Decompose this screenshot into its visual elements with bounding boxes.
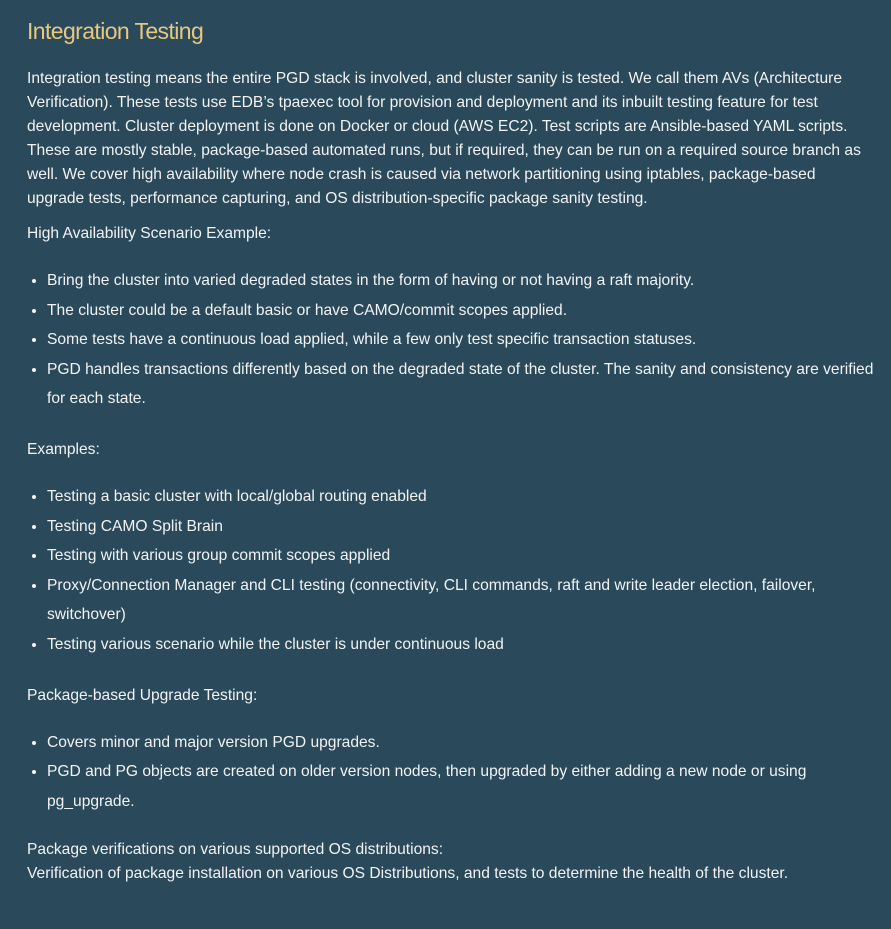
list-item: • Testing various scenario while the cluster is under continuous load bbox=[47, 630, 877, 660]
list-item: • The cluster could be a default basic or have CAMO/commit scopes applied. bbox=[47, 296, 877, 326]
upgrade-list bbox=[27, 728, 877, 817]
ha-section-label: High Availability Scenario Example: bbox=[27, 225, 272, 242]
list-item: • Covers minor and major version PGD upgrades. bbox=[47, 728, 877, 758]
list-item: • Testing a basic cluster with local/global routing enabled bbox=[47, 482, 877, 512]
list-item: • PGD and PG objects are created on older version nodes, then upgraded by either adding a new node or using pg_upgrade. bbox=[47, 757, 877, 816]
list-item: • Bring the cluster into varied degraded states in the form of having or not having a raft majority. bbox=[47, 266, 877, 296]
intro-paragraph: Integration testing means the entire PGD stack is involved, and cluster sanity is tested. We call them AVs (Architecture Verification). These tests use EDB’s tpaexec tool for provision and deployment and its inbuilt testing feature for test development. Cluster deployment is done on Docker or cloud (AWS EC2). Test scripts are Ansible-based YAML scripts. These are mostly stable, package-based automated runs, but if required, they can be run on a required source branch as well. We cover high availability where node crash is caused via network partitioning using iptables, package-based upgrade tests, performance capturing, and OS distribution-specific package sanity testing. bbox=[27, 70, 861, 207]
ha-list bbox=[27, 266, 877, 414]
list-item: • Testing with various group commit scopes applied bbox=[47, 541, 877, 571]
os-section-label: Package verifications on various supported OS distributions: bbox=[27, 841, 444, 859]
examples-section-label: Examples: bbox=[27, 440, 100, 458]
list-item: • Testing CAMO Split Brain bbox=[47, 512, 877, 542]
list-item: • Proxy/Connection Manager and CLI testing (connectivity, CLI commands, raft and write leader election, failover, switchover) bbox=[47, 571, 877, 630]
page-title: Integration Testing bbox=[27, 18, 204, 44]
list-item: • PGD handles transactions differently based on the degraded state of the cluster. The sanity and consistency are verified for each state. bbox=[47, 355, 877, 414]
list-item: • Some tests have a continuous load applied, while a few only test specific transaction statuses. bbox=[47, 325, 877, 355]
upgrade-section-label: Package-based Upgrade Testing: bbox=[27, 686, 258, 704]
os-section-text: Verification of package installation on various OS Distributions, and tests to determine the health of the cluster. bbox=[27, 865, 789, 883]
examples-list bbox=[27, 482, 877, 660]
